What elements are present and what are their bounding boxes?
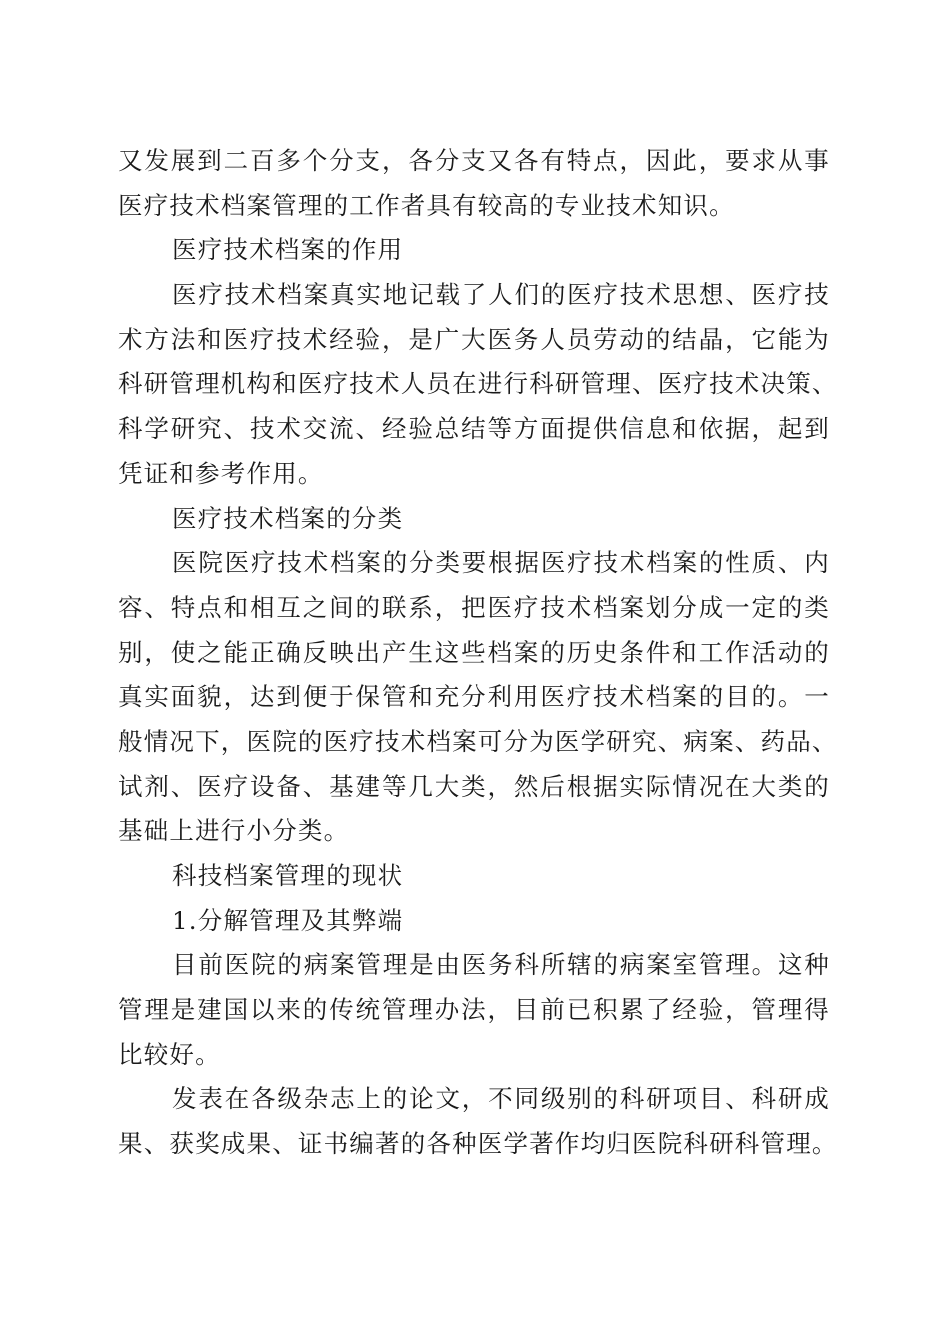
section-heading-role [118,228,830,273]
text-line: 般情况下，医院的医疗技术档案可分为医学研究、病案、药品、 [118,726,838,756]
section-heading-classification [118,497,830,542]
text-line: 基础上进行小分类。 [118,816,350,846]
text-line: 果、获奖成果、证书编著的各种医学著作均归医院科研科管理。 [118,1129,838,1159]
text-line: 医疗技术档案真实地记载了人们的医疗技术思想、医疗技 [172,280,830,310]
paragraph-classification [118,541,838,854]
paragraph-research-papers [118,1077,838,1166]
section-heading-status [118,854,830,899]
paragraph-continuation [118,139,830,228]
document-page [118,139,838,1167]
text-line: 试剂、医疗设备、基建等几大类，然后根据实际情况在大类的 [118,771,830,801]
text-line: 又发展到二百多个分支，各分支又各有特点，因此，要求从事 [118,146,830,175]
text-line: 管理是建国以来的传统管理办法，目前已积累了经验，管理得 [118,995,830,1025]
text-line: 容、特点和相互之间的联系，把医疗技术档案划分成一定的类 [118,592,830,622]
paragraph-role [118,273,838,496]
text-line: 发表在各级杂志上的论文，不同级别的科研项目、科研成 [172,1084,830,1114]
subsection-heading-decentralized [118,899,830,944]
text-line: 科研管理机构和医疗技术人员在进行科研管理、医疗技术决策、 [118,369,838,399]
text-line: 术方法和医疗技术经验，是广大医务人员劳动的结晶，它能为 [118,324,830,354]
text-line: 医疗技术档案管理的工作者具有较高的专业技术知识。 [118,190,735,220]
text-line: 别，使之能正确反映出产生这些档案的历史条件和工作活动的 [118,637,830,667]
text-line: 比较好。 [118,1039,221,1069]
text-line: 目前医院的病案管理是由医务科所辖的病案室管理。这种 [172,950,830,980]
paragraph-medical-records [118,943,830,1077]
heading-text: 医疗技术档案的分类 [172,503,404,533]
text-line: 科学研究、技术交流、经验总结等方面提供信息和依据，起到 [118,414,830,444]
heading-text: 1.分解管理及其弊端 [172,905,404,935]
text-line: 凭证和参考作用。 [118,458,324,488]
heading-text: 医疗技术档案的作用 [172,235,404,265]
text-line: 医院医疗技术档案的分类要根据医疗技术档案的性质、内 [172,548,830,578]
heading-text: 科技档案管理的现状 [172,861,404,890]
text-line: 真实面貌，达到便于保管和充分利用医疗技术档案的目的。一 [118,682,830,712]
